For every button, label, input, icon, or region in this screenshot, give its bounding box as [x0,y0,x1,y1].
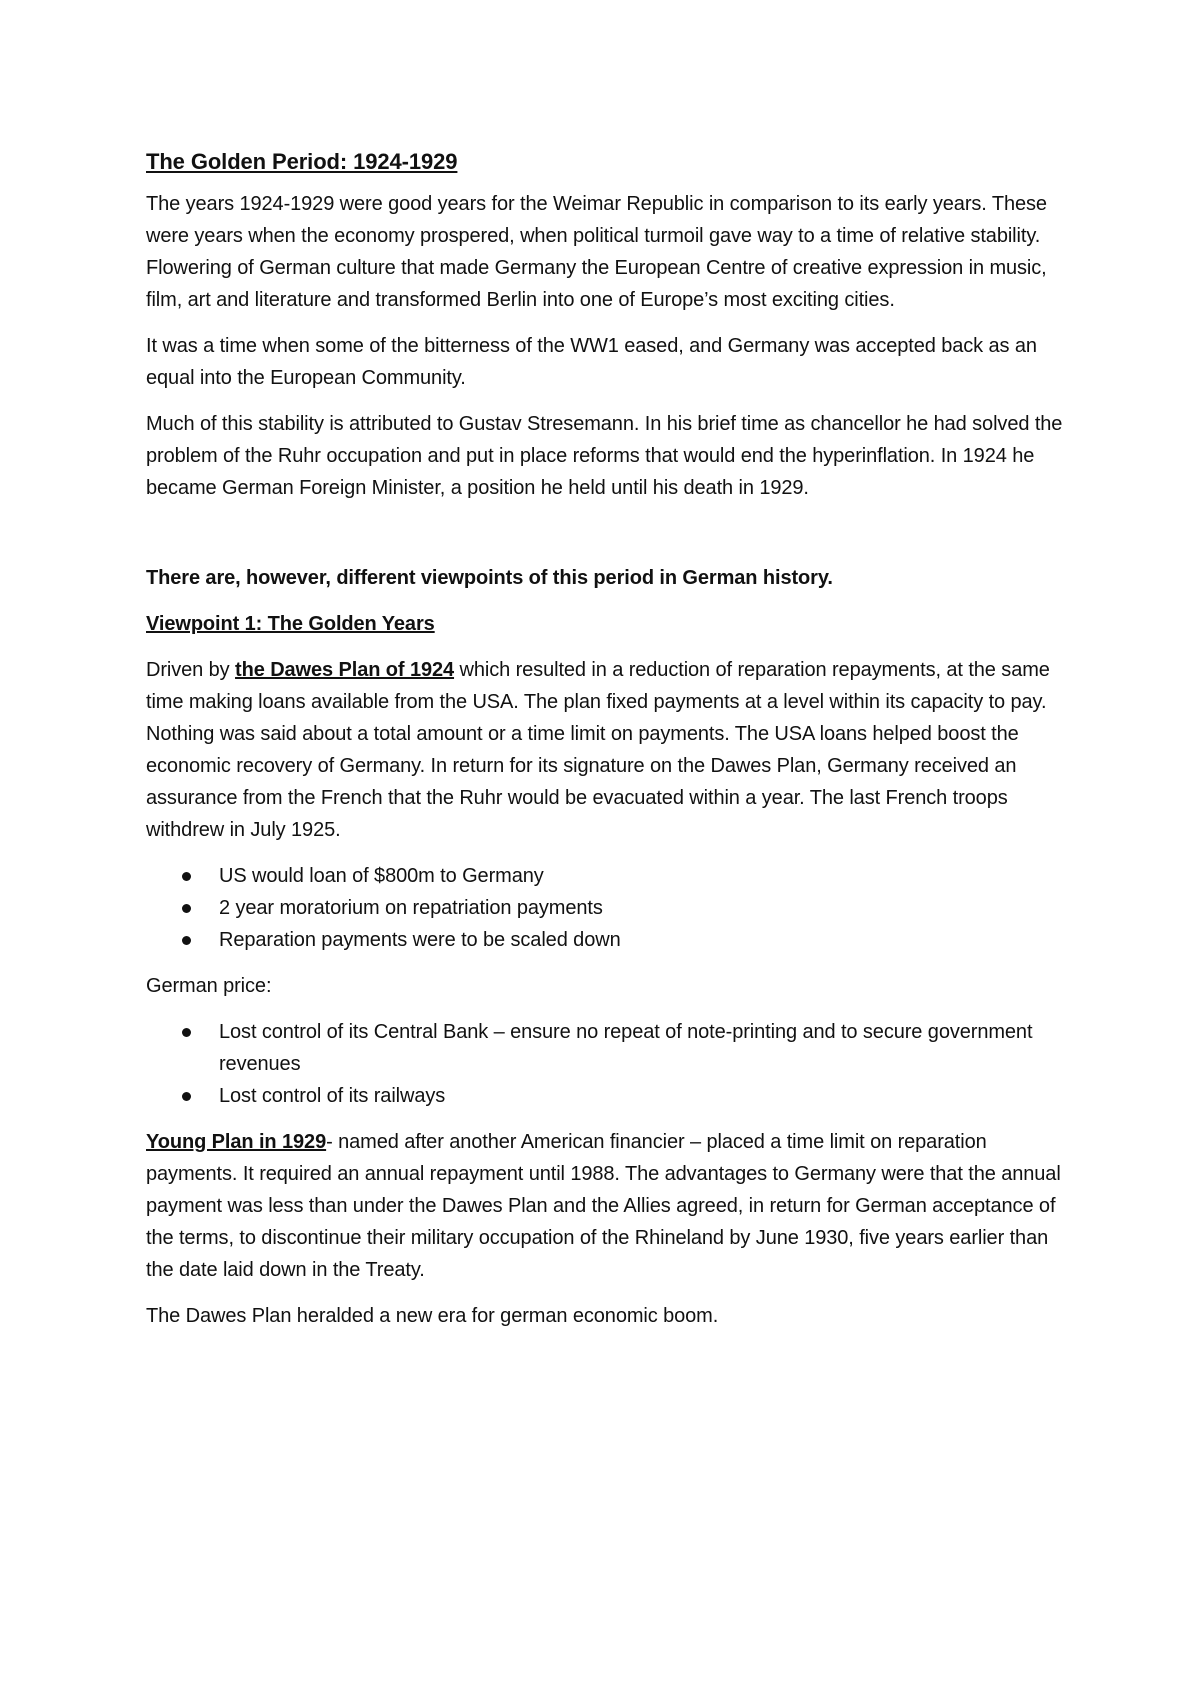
german-price-label: German price: [146,975,272,997]
dawes-paragraph [146,654,1066,846]
intro-paragraph-2: It was a time when some of the bitterness of the WW1 eased, and Germany was accepted back as an equal into the European Community. [146,335,1037,389]
list-item [146,892,1066,924]
dawes-prefix: Driven by [146,659,236,681]
young-plan-body: - named after another American financier – placed a time limit on reparation payments. It required an annual repayment until 1988. The advantages to Germany were that the annual payment was less than under the Dawes Plan and the Allies agreed, in return for German acceptance of the terms, to discontinue their military occupation of the Rhineland by June 1930, five years earlier than the date laid down in the Treaty. [146,1131,1061,1281]
section-spacer [146,518,1066,562]
list-item-text: Lost control of its Central Bank – ensure no repeat of note-printing and to secure government revenues [219,1021,1033,1075]
list-item [146,1080,1066,1112]
bullet-icon [182,904,191,913]
young-plan-paragraph [146,1126,1066,1286]
bullet-icon [182,872,191,881]
dawes-body: which resulted in a reduction of reparation repayments, at the same time making loans available from the USA. The plan fixed payments at a level within its capacity to pay. Nothing was said about a total amount or a time limit on payments. The USA loans helped boost the economic recovery of Germany. In return for its signature on the Dawes Plan, Germany received an assurance from the French that the Ruhr would be evacuated within a year. The last French troops withdrew in July 1925. [146,659,1050,841]
intro-paragraph-1: The years 1924-1929 were good years for the Weimar Republic in comparison to its early years. These were years when the economy prospered, when political turmoil gave way to a time of relative stability. Flowering of German culture that made Germany the European Centre of creative expression in music, film, art and literature and transformed Berlin into one of Europe’s most exciting cities. [146,193,1047,311]
list-item-text: 2 year moratorium on repatriation payments [219,897,603,919]
list-item-text: US would loan of $800m to Germany [219,865,544,887]
bullet-icon [182,1028,191,1037]
viewpoint-1-heading: Viewpoint 1: The Golden Years [146,613,435,635]
list-item [146,860,1066,892]
dawes-plan-term: the Dawes Plan of 1924 [235,659,455,681]
dawes-terms-list [146,860,1066,956]
list-item [146,924,1066,956]
document-page [146,146,1066,1346]
intro-paragraph-3: Much of this stability is attributed to Gustav Stresemann. In his brief time as chancellor he had solved the problem of the Ruhr occupation and put in place reforms that would end the hyperinflation. In 1924 he became German Foreign Minister, a position he held until his death in 1929. [146,413,1063,499]
list-item-text: Lost control of its railways [219,1085,446,1107]
viewpoints-intro: There are, however, different viewpoints of this period in German history. [146,567,833,589]
closing-paragraph: The Dawes Plan heralded a new era for german economic boom. [146,1305,719,1327]
bullet-icon [182,1092,191,1101]
page-title: The Golden Period: 1924-1929 [146,149,458,174]
list-item-text: Reparation payments were to be scaled down [219,929,621,951]
young-plan-heading: Young Plan in 1929 [146,1131,327,1153]
bullet-icon [182,936,191,945]
list-item [146,1016,1066,1080]
german-price-list [146,1016,1066,1112]
